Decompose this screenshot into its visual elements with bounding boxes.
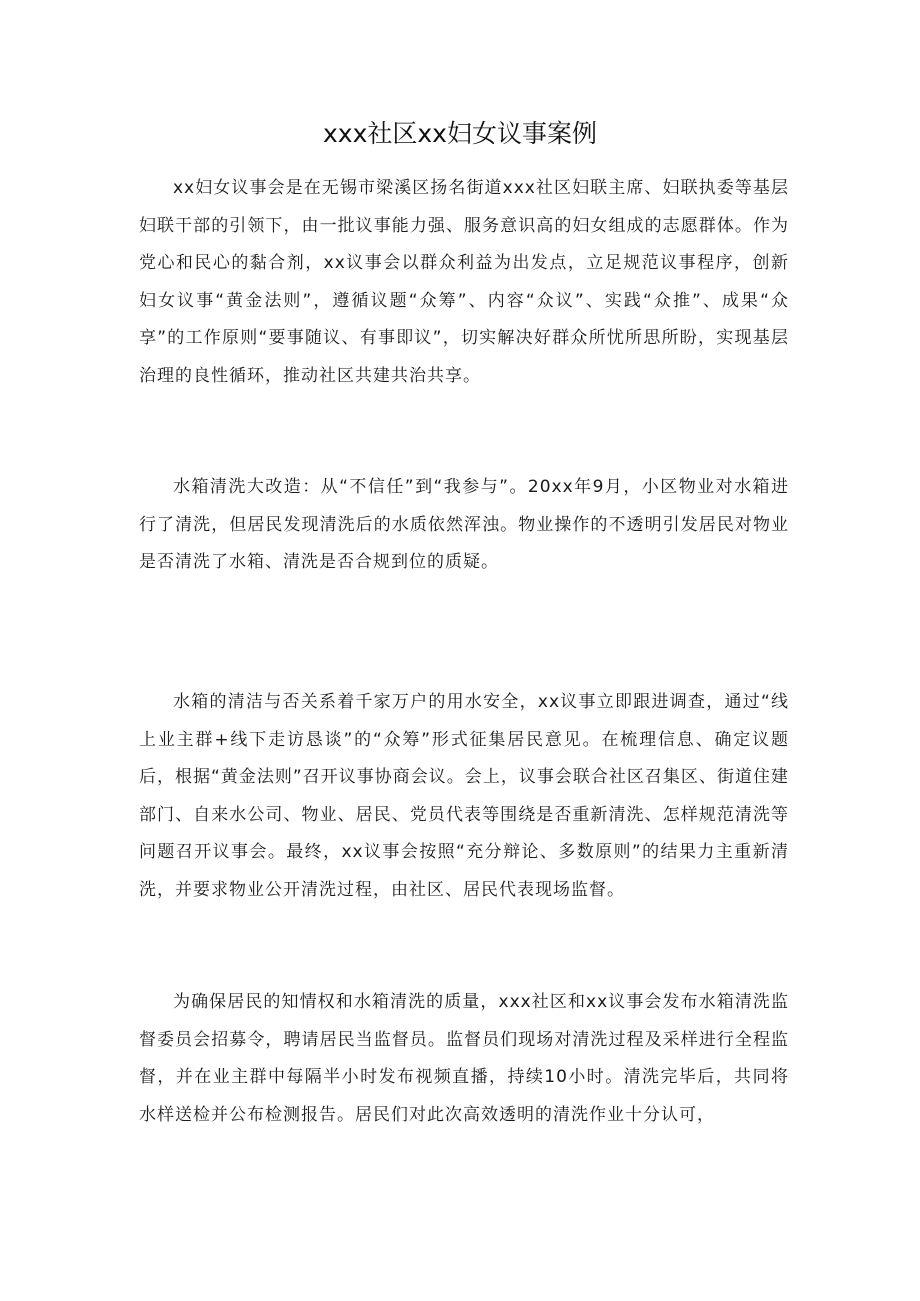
- document-title: xxx社区xx妇女议事案例: [323, 119, 597, 148]
- paragraph-intro: xx妇女议事会是在无锡市梁溪区扬名街道xxx社区妇联主席、妇联执委等基层妇联干部的引领下，由一批议事能力强、服务意识高的妇女组成的志愿群体。作为党心和民心的黏合剂，xx议事会以群众利益为出发点，立足规范议事程序，创新妇女议事“黄金法则”，遵循议题“众筹”、内容“众议”、实践“众推”、成果“众享”的工作原则“要事随议、有事即议”，切实解决好群众所忧所思所盼，实现基层治理的良性循环，推动社区共建共治共享。: [139, 178, 789, 386]
- paragraph-water-tank-case: 水箱清洗大改造：从“不信任”到“我参与”。20xx年9月，小区物业对水箱进行了清洗，但居民发现清洗后的水质依然浑浊。物业操作的不透明引发居民对物业是否清洗了水箱、清洗是否合规到位的质疑。: [139, 477, 789, 573]
- paragraph-supervision: 为确保居民的知情权和水箱清洗的质量，xxx社区和xx议事会发布水箱清洗监督委员会招募令，聘请居民当监督员。监督员们现场对清洗过程及采样进行全程监督，并在业主群中每隔半小时发布视频直播，持续10小时。清洗完毕后，共同将水样送检并公布检测报告。居民们对此次高效透明的清洗作业十分认可，: [139, 992, 789, 1125]
- paragraph-investigation: 水箱的清洁与否关系着千家万户的用水安全，xx议事立即跟进调查，通过“线上业主群+线下走访恳谈”的“众筹”形式征集居民意见。在梳理信息、确定议题后，根据“黄金法则”召开议事协商会议。会上，议事会联合社区召集区、街道住建部门、自来水公司、物业、居民、党员代表等围绕是否重新清洗、怎样规范清洗等问题召开议事会。最终，xx议事会按照“充分辩论、多数原则”的结果力主重新清洗，并要求物业公开清洗过程，由社区、居民代表现场监督。: [139, 692, 789, 900]
